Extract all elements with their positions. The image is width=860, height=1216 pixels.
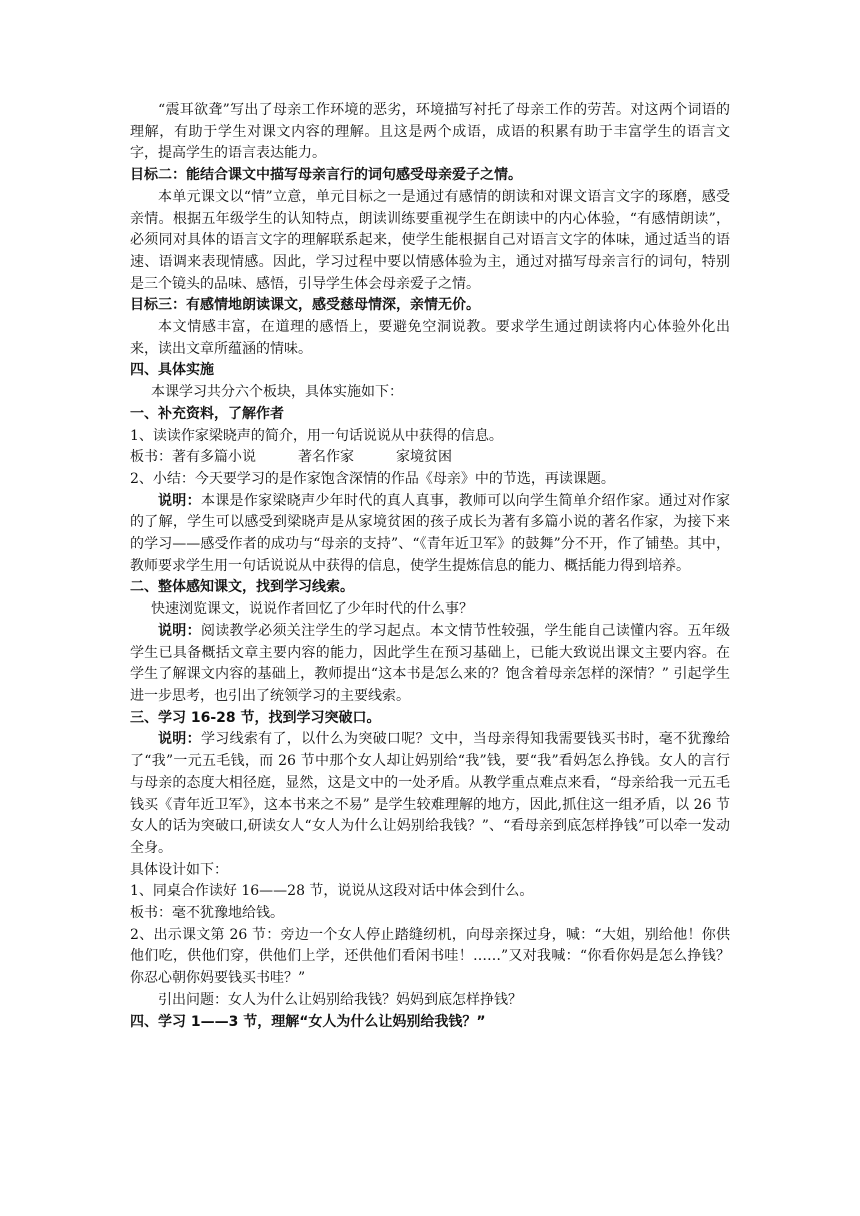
board-item: 著名作家 xyxy=(298,449,354,466)
paragraph: 引出问题：女人为什么让妈别给我钱？妈妈到底怎样挣钱？ xyxy=(158,991,522,1008)
list-item: 2、小结：今天要学习的是作家饱含深情的作品《母亲》中的节选，再读课题。 xyxy=(130,470,615,487)
goal-heading: 目标三：有感情地朗读课文，感受慈母情深，亲情无价。 xyxy=(130,297,480,314)
paragraph: 本课学习共分六个板块，具体实施如下： xyxy=(151,384,403,401)
note-label: 说明： xyxy=(158,622,201,639)
note-label: 说明： xyxy=(158,731,201,748)
paragraph: “震耳欲聋”写出了母亲工作环境的恶劣，环境描写衬托了母亲工作的劳苦。对这两个词语的理解，有助于学生对课文内容的理解。且这是两个成语，成语的积累有助于丰富学生的语言文字，提高学生的语言表达能力。 xyxy=(130,102,730,162)
note-paragraph xyxy=(130,729,730,859)
board-label: 板书： xyxy=(130,449,172,466)
note-text: 阅读教学必须关注学生的学习起点。本文情节性较强，学生能自己读懂内容。五年级学生已具备概括文章主要内容的能力，因此学生在预习基础上，已能大致说出课文主要内容。在学生了解课文内容的基础上，教师提出“这本书是怎么来的？饱含着母亲怎样的深情？” 引起学生进一步思考，也引出了统领学习的主要线索。 xyxy=(130,622,731,704)
note-paragraph xyxy=(130,491,730,578)
paragraph: 具体设计如下： xyxy=(130,861,228,878)
section-heading: 一、补充资料，了解作者 xyxy=(130,405,284,422)
board-line: 板书：毫不犹豫地给钱。 xyxy=(130,905,284,922)
section-heading: 二、整体感知课文，找到学习线索。 xyxy=(130,579,354,596)
board-item: 家境贫困 xyxy=(396,449,452,466)
section-heading: 三、学习 16-28 节，找到学习突破口。 xyxy=(130,709,381,726)
note-label: 说明： xyxy=(158,492,201,509)
paragraph: 本单元课文以“情”立意，单元目标之一是通过有感情的朗读和对课文语言文字的琢磨，感受亲情。根据五年级学生的认知特点，朗读训练要重视学生在朗读中的内心体验，“有感情朗读”，必须同对具体的语言文字的理解联系起来，使学生能根据自己对语言文字的体味，通过适当的语速、语调来表现情感。因此，学习过程中要以情感体验为主，通过对描写母亲言行的词句，特别是三个镜头的品味、感悟，引导学生体会母亲爱子之情。 xyxy=(130,188,730,292)
list-item: 2、出示课文第 26 节：旁边一个女人停止踏缝纫机，向母亲探过身，喊：“大姐，别给他！你供他们吃，供他们穿，供他们上学，还供他们看闲书哇！……”又对我喊：“你看你妈是怎么挣钱？你忍心朝你妈要钱买书哇？” xyxy=(130,926,730,987)
goal-heading: 目标二：能结合课文中描写母亲言行的词句感受母亲爱子之情。 xyxy=(130,167,522,184)
list-item: 1、读读作家梁晓声的简介，用一句话说说从中获得的信息。 xyxy=(130,427,503,444)
note-text: 本课是作家梁晓声少年时代的真人真事，教师可以向学生简单介绍作家。通过对作家的了解，学生可以感受到梁晓声是从家境贫困的孩子成长为著有多篇小说的著名作家，为接下来的学习——感受作者的成功与“母亲的支持”、“《青年近卫军》的鼓舞”分不开，作了铺垫。其中，教师要求学生用一句话说说从中获得的信息，使学生提炼信息的能力、概括能力得到培养。 xyxy=(130,492,731,574)
list-item: 1、同桌合作读好 16——28 节，说说从这段对话中体会到什么。 xyxy=(130,883,534,900)
section-heading: 四、具体实施 xyxy=(130,362,214,379)
document-page xyxy=(130,100,730,1033)
board-line xyxy=(130,447,730,469)
note-text: 学习线索有了，以什么为突破口呢？文中，当母亲得知我需要钱买书时，毫不犹豫给了“我”一元五毛钱，而 26 节中那个女人却让妈别给“我”钱，要“我”看妈怎么挣钱。女人的言行与母亲的态度大相径庭，显然，这是文中的一处矛盾。从教学重点难点来看，“母亲给我一元五毛钱买《青年近卫军》，这本书来之不易” 是学生较难理解的地方，因此,抓住这一组矛盾，以 26 节女人的话为突破口,研读女人“女人为什么让妈别给我钱？”、“看母亲到底怎样挣钱”可以牵一发动全身。 xyxy=(130,731,731,856)
section-heading: 四、学习 1——3 节，理解“女人为什么让妈别给我钱？” xyxy=(130,1013,486,1030)
paragraph: 本文情感丰富，在道理的感悟上，要避免空洞说教。要求学生通过朗读将内心体验外化出来，读出文章所蕴涵的情味。 xyxy=(130,319,730,357)
note-paragraph xyxy=(130,621,730,708)
paragraph: 快速浏览课文，说说作者回忆了少年时代的什么事？ xyxy=(151,601,473,618)
board-item: 著有多篇小说 xyxy=(172,449,256,466)
